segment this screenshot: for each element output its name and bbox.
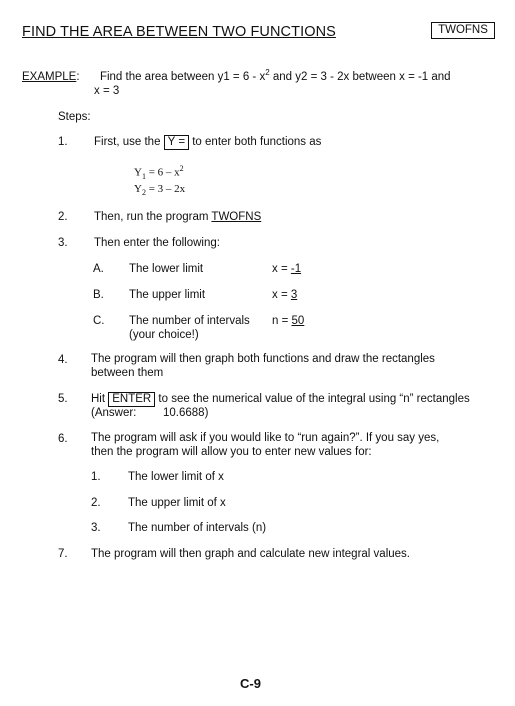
enter-key: ENTER [108, 392, 155, 407]
y-equals-key: Y = [164, 135, 189, 150]
upper-limit-value: 3 [290, 289, 298, 301]
equation-y1 [134, 164, 184, 181]
step-3-number: 3. [58, 237, 68, 249]
step-2-text [94, 211, 261, 223]
step-1-pre: First, use the [94, 136, 164, 148]
step-1-text [94, 135, 321, 150]
program-tag: TWOFNS [431, 22, 495, 39]
step-5-number: 5. [58, 393, 68, 405]
intervals-value: 50 [291, 315, 305, 327]
step-7-text: The program will then graph and calculate new integral values. [91, 548, 410, 560]
step-3a-letter: A. [93, 263, 104, 275]
eq1-lhs: Y [134, 166, 142, 179]
step-6-item-2-text: The upper limit of x [128, 497, 226, 509]
step-4-number: 4. [58, 354, 68, 366]
step-2-number: 2. [58, 211, 68, 223]
step-3b-label: The upper limit [129, 289, 206, 301]
and-word: and [269, 70, 296, 83]
eq1-sub: 1 [141, 171, 146, 181]
step-6-item-3-number: 3. [91, 522, 101, 534]
step-3c-letter: C. [93, 315, 105, 327]
page-title: FIND THE AREA BETWEEN TWO FUNCTIONS [22, 24, 336, 40]
step-1-number: 1. [58, 136, 68, 148]
page-number: C-9 [240, 676, 261, 691]
step-6-item-1-text: The lower limit of x [128, 471, 224, 483]
eq2-lhs: Y [134, 183, 142, 195]
step-6-item-2-number: 2. [91, 497, 101, 509]
example-line-1 [22, 68, 451, 83]
eq2-rhs: = 3 – 2x [145, 183, 186, 195]
step-5-answer-label: (Answer: [91, 407, 137, 419]
eq1-sup: 2 [179, 164, 184, 173]
step-3a-value [272, 263, 301, 275]
eq1-rhs: = 6 – x [145, 166, 180, 179]
step-3b-letter: B. [93, 289, 104, 301]
step-3a-label: The lower limit [129, 263, 204, 275]
steps-heading: Steps: [58, 111, 91, 123]
program-name: TWOFNS [211, 211, 262, 223]
step-5-line-1 [91, 392, 470, 407]
step-6-number: 6. [58, 433, 68, 445]
step-4-line-1: The program will then graph both functions and draw the rectangles [91, 353, 435, 365]
step-2-pre: Then, run the program [94, 211, 212, 223]
step-1-post: to enter both functions as [189, 136, 322, 148]
lower-limit-value: -1 [290, 263, 302, 275]
step-7-number: 7. [58, 548, 68, 560]
example-bounds: between x = -1 and [349, 70, 451, 83]
eq2-sub: 2 [141, 188, 146, 198]
y2-expression: y2 = 3 - 2x [295, 70, 350, 83]
example-colon: : [76, 70, 80, 83]
step-5-pre: Hit [91, 393, 109, 405]
step-3-text: Then enter the following: [94, 237, 220, 249]
step-3b-lhs: x = [272, 289, 291, 301]
step-6-line-1: The program will ask if you would like to “run again?”. If you say yes, [91, 432, 440, 444]
example-text: Find the area between [99, 70, 218, 83]
step-3b-value [272, 289, 297, 301]
step-5-post: to see the numerical value of the integral using “n” rectangles [155, 393, 470, 405]
y1-exponent: 2 [265, 68, 270, 77]
step-6-line-2: then the program will allow you to enter new values for: [91, 446, 372, 458]
y1-expression: y1 = 6 - x [217, 70, 266, 83]
example-line-2: x = 3 [94, 85, 120, 97]
step-3c-note: (your choice!) [129, 329, 199, 341]
equation-y2 [134, 183, 185, 197]
step-6-item-1-number: 1. [91, 471, 101, 483]
step-3c-value [272, 315, 304, 327]
step-3c-label: The number of intervals [129, 315, 250, 327]
step-5-answer-value: 10.6688) [163, 407, 209, 419]
step-6-item-3-text: The number of intervals (n) [128, 522, 267, 534]
step-3a-lhs: x = [272, 263, 291, 275]
step-4-line-2: between them [91, 367, 164, 379]
example-label: EXAMPLE [22, 70, 77, 83]
step-3c-lhs: n = [272, 315, 292, 327]
